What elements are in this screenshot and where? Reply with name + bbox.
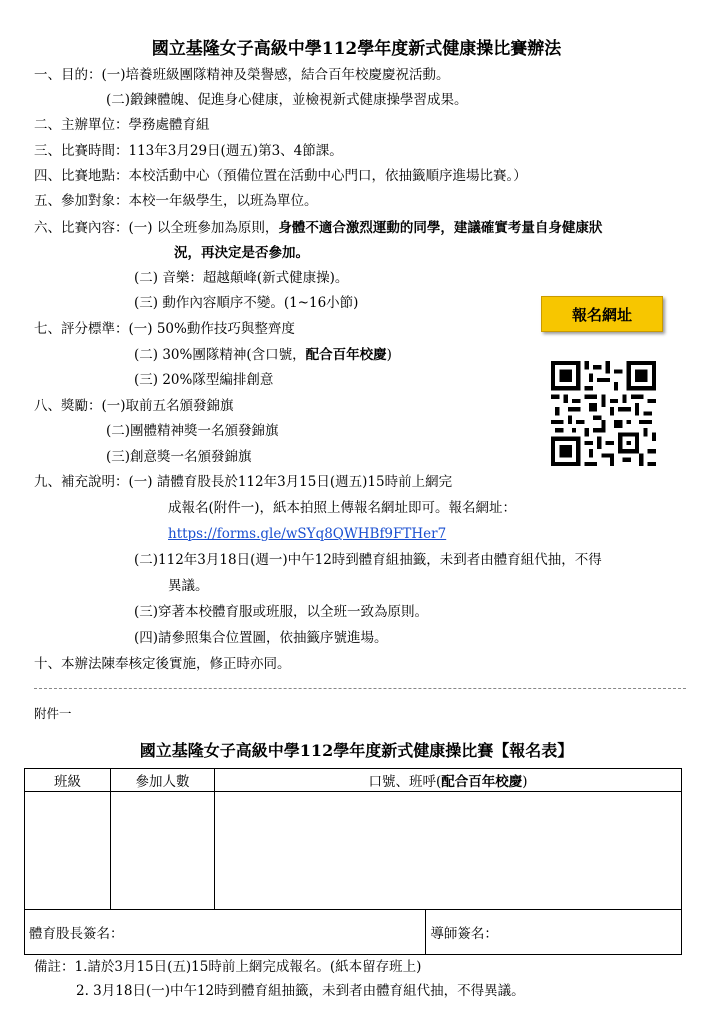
score-3: (三) 20%隊型編排創意 bbox=[134, 372, 274, 388]
sig-teacher[interactable]: 導師簽名： bbox=[426, 910, 682, 955]
note-4: (四)請參照集合位置圖，依抽籤序號進場。 bbox=[134, 630, 388, 646]
competition-venue: 四、比賽地點：本校活動中心（預備位置在活動中心門口，依抽籤順序進場比賽。） bbox=[34, 168, 527, 184]
score-2-text: (二) 30%團隊精神(含口號， bbox=[134, 347, 306, 363]
competition-time: 三、比賽時間：113年3月29日(週五)第3、4節課。 bbox=[34, 143, 343, 159]
signup-url-badge[interactable]: 報名網址 bbox=[541, 296, 663, 332]
content-1-bold: 身體不適合激烈運動的同學，建議確實考量自身健康狀 bbox=[278, 220, 603, 236]
score-2-end: ) bbox=[386, 347, 392, 363]
note-2: (二)112年3月18日(週一)中午12時到體育組抽籤，未到者由體育組代抽，不得 bbox=[134, 552, 602, 568]
cell-count[interactable] bbox=[111, 792, 215, 910]
award-2: (二)團體精神獎一名頒發錦旗 bbox=[106, 423, 279, 439]
content-2: (二) 音樂：超越顛峰(新式健康操)。 bbox=[134, 270, 349, 286]
divider bbox=[34, 688, 686, 689]
remark-1: 備註：1.請於3月15日(五)15時前上網完成報名。(紙本留存班上) bbox=[34, 959, 422, 975]
content-1-text: 六、比賽內容：(一) 以全班參加為原則， bbox=[34, 220, 279, 236]
content-1 bbox=[34, 219, 602, 237]
col-count: 參加人數 bbox=[111, 769, 215, 792]
content-3: (三) 動作內容順序不變。(1~16小節) bbox=[134, 295, 359, 311]
score-2-bold: 配合百年校慶 bbox=[305, 347, 387, 363]
attachment-label: 附件一 bbox=[34, 706, 72, 721]
cell-class[interactable] bbox=[25, 792, 111, 910]
organizer: 二、主辦單位：學務處體育組 bbox=[34, 117, 210, 133]
award-3: (三)創意獎一名頒發錦旗 bbox=[106, 449, 252, 465]
form-title: 國立基隆女子高級中學112學年度新式健康操比賽【報名表】 bbox=[139, 741, 574, 760]
registration-form bbox=[24, 768, 682, 955]
col-class: 班級 bbox=[25, 769, 111, 792]
cell-slogan[interactable] bbox=[215, 792, 682, 910]
score-1: 七、評分標準：(一) 50%動作技巧與整齊度 bbox=[34, 321, 295, 337]
purpose-2: (二)鍛鍊體魄、促進身心健康，並檢視新式健康操學習成果。 bbox=[106, 92, 468, 108]
note-1: 九、補充說明：(一) 請體育股長於112年3月15日(週五)15時前上網完 bbox=[34, 474, 453, 490]
page-title: 國立基隆女子高級中學112學年度新式健康操比賽辦法 bbox=[151, 39, 562, 59]
col-slogan-end: ) bbox=[522, 774, 528, 790]
content-1-cont: 況，再決定是否參加。 bbox=[174, 245, 309, 261]
col-slogan-bold: 配合百年校慶 bbox=[441, 774, 523, 790]
col-slogan bbox=[215, 769, 682, 792]
score-2 bbox=[134, 346, 392, 364]
note-1-cont: 成報名(附件一)，紙本拍照上傳報名網址即可。報名網址： bbox=[168, 500, 517, 516]
col-slogan-text: 口號、班呼( bbox=[368, 774, 442, 790]
sig-leader[interactable]: 體育股長簽名： bbox=[25, 910, 426, 955]
note-3: (三)穿著本校體育服或班服，以全班一致為原則。 bbox=[134, 604, 429, 620]
remark-2: 2. 3月18日(一)中午12時到體育組抽籤，未到者由體育組代抽，不得異議。 bbox=[76, 983, 525, 999]
purpose-1: 一、目的：(一)培養班級團隊精神及榮譽感，結合百年校慶慶祝活動。 bbox=[34, 67, 450, 83]
award-1: 八、獎勵：(一)取前五名頒發錦旗 bbox=[34, 398, 234, 414]
implementation: 十、本辦法陳奉核定後實施，修正時亦同。 bbox=[34, 656, 291, 672]
note-2-cont: 異議。 bbox=[168, 578, 209, 594]
participants: 五、參加對象：本校一年級學生，以班為單位。 bbox=[34, 193, 318, 209]
signup-link[interactable]: https://forms.gle/wSYq8QWHBf9FTHer7 bbox=[168, 526, 447, 542]
qr-code-icon[interactable] bbox=[551, 361, 656, 466]
